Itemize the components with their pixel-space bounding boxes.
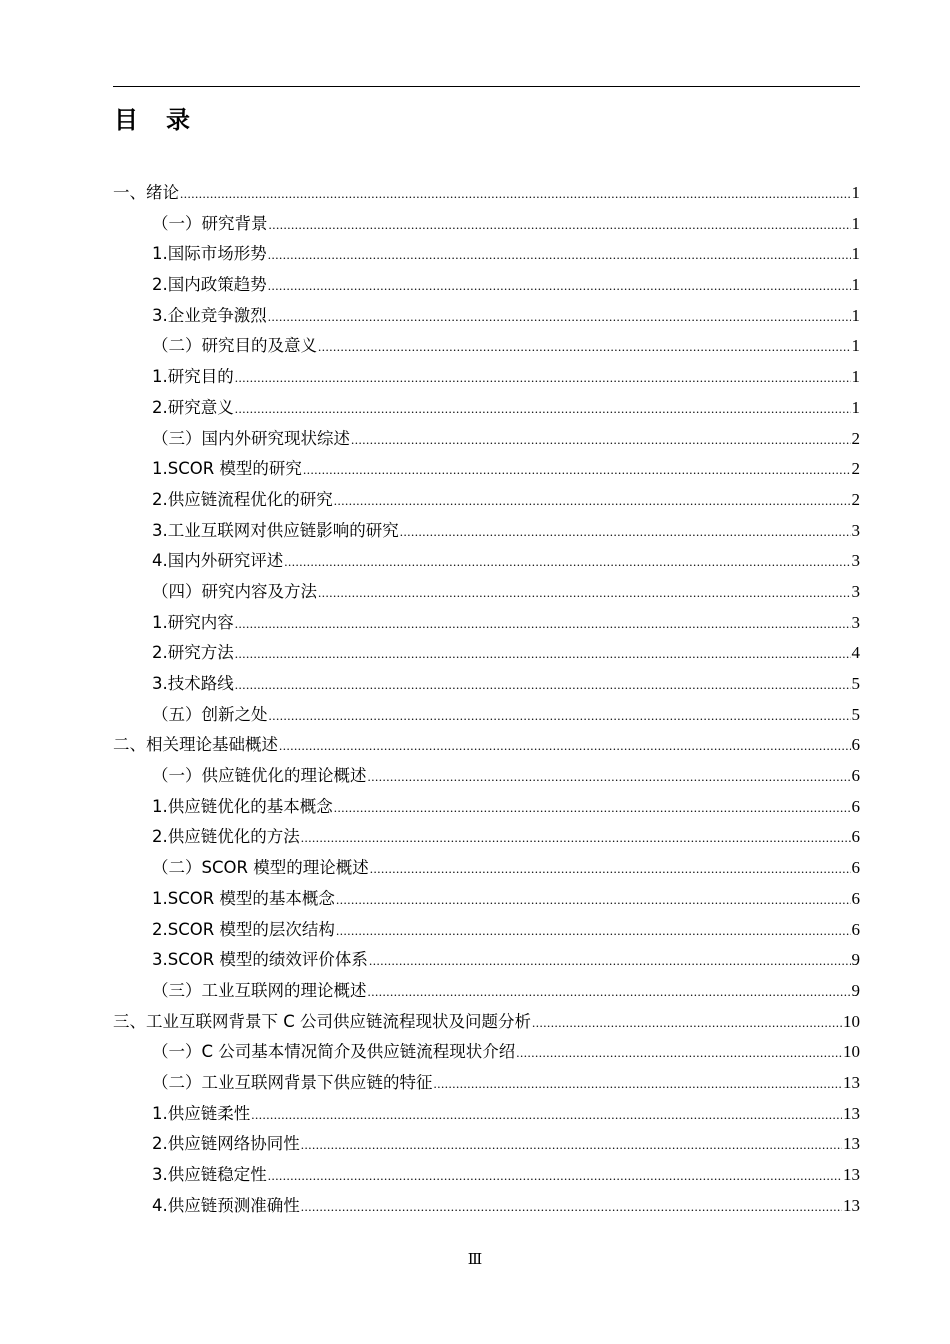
page-title	[114, 100, 190, 135]
toc-entry-page: 13	[843, 1134, 860, 1154]
toc-entry[interactable]	[113, 485, 860, 516]
toc-entry[interactable]	[113, 1099, 860, 1130]
toc-entry[interactable]	[113, 1129, 860, 1160]
toc-entry-page: 4	[851, 643, 860, 663]
dot-leader	[269, 700, 851, 732]
toc-entry[interactable]	[113, 424, 860, 455]
toc-entry-title: 3.供应链稳定性	[152, 1165, 267, 1184]
toc-entry-page: 1	[851, 183, 860, 202]
dot-leader	[368, 761, 851, 793]
toc-entry-title: 1.供应链柔性	[152, 1103, 251, 1123]
dot-leader	[301, 1129, 842, 1161]
toc-entry-page: 1	[851, 397, 860, 417]
toc-entry-page: 10	[843, 1042, 860, 1062]
dot-leader	[279, 730, 851, 762]
toc-entry-page: 2	[851, 489, 860, 509]
toc-entry-page: 6	[851, 919, 860, 939]
toc-entry-page: 2	[851, 459, 860, 479]
toc-entry-title: 三、工业互联网背景下 C 公司供应链流程现状及问题分析	[113, 1011, 532, 1031]
toc-entry[interactable]	[113, 301, 860, 332]
toc-entry-title: 1.SCOR 模型的研究	[152, 459, 302, 479]
toc-entry[interactable]	[113, 822, 860, 853]
toc-entry-title: （一）C 公司基本情况简介及供应链流程现状介绍	[152, 1042, 516, 1062]
table-of-contents	[113, 178, 860, 1221]
toc-entry[interactable]	[113, 454, 860, 485]
toc-entry-title: 3.企业竞争激烈	[152, 305, 267, 325]
toc-entry-page: 9	[851, 950, 860, 970]
toc-entry[interactable]	[113, 362, 860, 393]
toc-entry-title: （一）研究背景	[152, 213, 268, 233]
header-rule	[113, 86, 860, 87]
dot-leader	[235, 608, 851, 640]
toc-entry[interactable]	[113, 669, 860, 700]
toc-entry-title: 一、绪论	[113, 183, 179, 202]
toc-entry-title: （五）创新之处	[152, 704, 268, 724]
dot-leader	[284, 546, 850, 578]
toc-entry-title: 3.技术路线	[152, 674, 234, 693]
toc-entry-page: 1	[851, 213, 860, 233]
toc-entry-page: 1	[851, 367, 860, 387]
dot-leader	[235, 393, 851, 425]
toc-entry[interactable]	[113, 577, 860, 608]
toc-entry-page: 6	[851, 796, 860, 816]
toc-entry-page: 9	[851, 980, 860, 1000]
dot-leader	[269, 209, 851, 241]
toc-entry-title: （三）工业互联网的理论概述	[152, 980, 367, 1000]
toc-entry-page: 6	[851, 735, 860, 755]
toc-entry-page: 1	[851, 244, 860, 264]
toc-entry[interactable]	[113, 1191, 860, 1222]
dot-leader	[301, 822, 851, 854]
toc-entry[interactable]	[113, 1160, 860, 1191]
toc-entry-title: 3.工业互联网对供应链影响的研究	[152, 520, 399, 540]
toc-entry-title: （一）供应链优化的理论概述	[152, 766, 367, 786]
toc-entry-title: 二、相关理论基础概述	[113, 735, 278, 755]
dot-leader	[318, 331, 851, 363]
toc-entry[interactable]	[113, 393, 860, 424]
toc-entry[interactable]	[113, 209, 860, 240]
toc-entry-page: 13	[843, 1072, 860, 1092]
toc-entry-title: 1.SCOR 模型的基本概念	[152, 888, 335, 908]
dot-leader	[268, 1160, 842, 1192]
toc-entry[interactable]	[113, 516, 860, 547]
dot-leader	[334, 485, 851, 517]
dot-leader	[400, 516, 851, 548]
toc-entry[interactable]	[113, 700, 860, 731]
toc-entry[interactable]	[113, 853, 860, 884]
dot-leader	[268, 239, 851, 271]
dot-leader	[268, 301, 851, 333]
dot-leader	[336, 915, 851, 947]
dot-leader	[368, 976, 851, 1008]
toc-entry-title: （四）研究内容及方法	[152, 581, 317, 601]
dot-leader	[336, 884, 851, 916]
toc-entry[interactable]	[113, 239, 860, 270]
toc-entry-title: 1.研究内容	[152, 612, 234, 632]
toc-entry-page: 3	[851, 520, 860, 540]
toc-entry-title: 3.SCOR 模型的绩效评价体系	[152, 950, 368, 970]
toc-entry[interactable]	[113, 546, 860, 577]
toc-entry-page: 6	[851, 858, 860, 878]
toc-entry-title: 4.供应链预测准确性	[152, 1195, 300, 1215]
toc-entry-page: 10	[843, 1011, 860, 1031]
toc-entry-title: 1.国际市场形势	[152, 244, 267, 264]
toc-entry[interactable]	[113, 1068, 860, 1099]
dot-leader	[370, 853, 851, 885]
toc-entry[interactable]	[113, 608, 860, 639]
toc-entry-page: 6	[851, 888, 860, 908]
dot-leader	[251, 1099, 842, 1131]
title-char: 目	[114, 106, 138, 134]
dot-leader	[532, 1007, 842, 1039]
toc-entry[interactable]	[113, 915, 860, 946]
dot-leader	[318, 577, 851, 609]
toc-entry-title: 2.供应链网络协同性	[152, 1134, 300, 1154]
toc-entry[interactable]	[113, 976, 860, 1007]
toc-entry-page: 5	[851, 704, 860, 724]
dot-leader	[235, 669, 851, 701]
dot-leader	[516, 1037, 842, 1069]
dot-leader	[235, 362, 851, 394]
title-char: 录	[166, 106, 190, 134]
toc-entry-page: 6	[851, 827, 860, 847]
dot-leader	[369, 945, 851, 977]
toc-entry[interactable]	[113, 1007, 860, 1038]
dot-leader	[303, 454, 851, 486]
toc-entry[interactable]	[113, 638, 860, 669]
toc-entry-title: （二）SCOR 模型的理论概述	[152, 858, 369, 878]
toc-entry[interactable]	[113, 884, 860, 915]
toc-entry[interactable]	[113, 270, 860, 301]
toc-entry-title: 2.供应链优化的方法	[152, 827, 300, 847]
dot-leader	[235, 638, 851, 670]
toc-entry-title: （二）工业互联网背景下供应链的特征	[152, 1072, 433, 1092]
toc-entry-title: 2.研究意义	[152, 397, 234, 417]
dot-leader	[351, 424, 851, 456]
toc-entry[interactable]	[113, 730, 860, 761]
toc-entry-title: 1.研究目的	[152, 367, 234, 387]
toc-entry-page: 1	[851, 305, 860, 325]
toc-entry-page: 1	[851, 336, 860, 356]
toc-entry-title: （三）国内外研究现状综述	[152, 428, 350, 448]
toc-entry-page: 13	[843, 1165, 860, 1184]
toc-entry[interactable]	[113, 1037, 860, 1068]
toc-entry-title: 2.研究方法	[152, 643, 234, 663]
toc-entry-title: 2.供应链流程优化的研究	[152, 489, 333, 509]
toc-entry-page: 3	[851, 581, 860, 601]
toc-entry-page: 2	[851, 428, 860, 448]
toc-entry-page: 3	[851, 551, 860, 571]
dot-leader	[268, 270, 851, 302]
toc-entry[interactable]	[113, 178, 860, 209]
toc-entry-title: 4.国内外研究评述	[152, 551, 284, 571]
toc-entry-title: 1.供应链优化的基本概念	[152, 796, 333, 816]
toc-entry-title: （二）研究目的及意义	[152, 336, 317, 356]
dot-leader	[301, 1191, 842, 1223]
toc-entry-title: 2.SCOR 模型的层次结构	[152, 919, 335, 939]
toc-entry-page: 1	[851, 275, 860, 295]
toc-entry-page: 3	[851, 612, 860, 632]
page-number-footer: Ⅲ	[467, 1252, 483, 1268]
toc-entry[interactable]	[113, 945, 860, 976]
toc-entry-page: 5	[851, 674, 860, 693]
toc-entry-page: 6	[851, 766, 860, 786]
dot-leader	[434, 1068, 843, 1100]
toc-entry[interactable]	[113, 331, 860, 362]
toc-entry[interactable]	[113, 761, 860, 792]
dot-leader	[180, 178, 851, 210]
toc-entry-page: 13	[843, 1103, 860, 1123]
dot-leader	[334, 792, 851, 824]
toc-entry-title: 2.国内政策趋势	[152, 275, 267, 295]
toc-entry-page: 13	[843, 1195, 860, 1215]
toc-entry[interactable]	[113, 792, 860, 823]
